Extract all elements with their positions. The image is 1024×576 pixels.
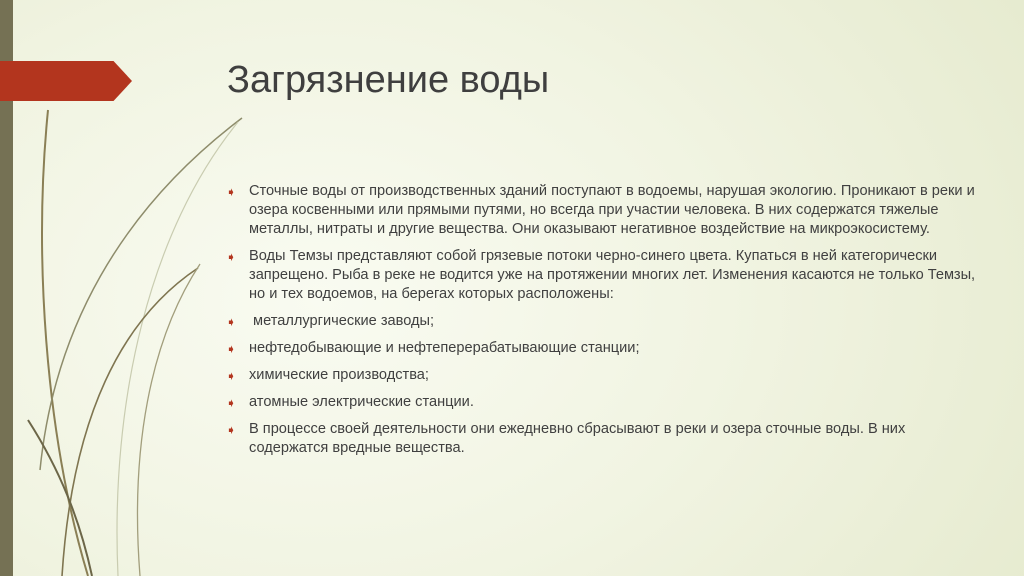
bullet-list bbox=[226, 182, 986, 466]
list-item bbox=[226, 247, 986, 304]
list-item bbox=[226, 366, 986, 385]
list-item-text: В процессе своей деятельности они ежедневно сбрасывают в реки и озера сточные воды. В них содержатся вредные вещества. bbox=[249, 421, 906, 456]
list-item bbox=[226, 312, 986, 331]
arrow-bullet-icon: ➧ bbox=[226, 423, 237, 437]
list-item-text: химические производства; bbox=[249, 367, 429, 383]
list-item-text: Воды Темзы представляют собой грязевые потоки черно-синего цвета. Купаться в ней категорически запрещено. Рыба в реке не водится уже на протяжении многих лет. Изменения касаются не только Темзы, но и тех водоемов, на берегах которых расположены: bbox=[249, 248, 976, 302]
slide-title: Загрязнение воды bbox=[227, 59, 550, 101]
arrow-bullet-icon: ➧ bbox=[226, 342, 237, 356]
list-item bbox=[226, 393, 986, 412]
arrow-bullet-icon: ➧ bbox=[226, 185, 237, 199]
arrow-bullet-icon: ➧ bbox=[226, 396, 237, 410]
list-item-text: Сточные воды от производственных зданий поступают в водоемы, нарушая экологию. Проникают в реки и озера косвенными или прямыми путями, но всегда при участии человека. В них содержатся тяжелые металлы, нитраты и другие вещества. Они оказывают негативное воздействие на микроэкосистему. bbox=[249, 183, 975, 237]
arrow-bullet-icon: ➧ bbox=[226, 315, 237, 329]
list-item-text: металлургические заводы; bbox=[249, 313, 435, 329]
arrow-bullet-icon: ➧ bbox=[226, 369, 237, 383]
arrow-bullet-icon: ➧ bbox=[226, 250, 237, 264]
list-item bbox=[226, 182, 986, 239]
list-item-text: нефтедобывающие и нефтеперерабатывающие станции; bbox=[249, 340, 640, 356]
list-item bbox=[226, 420, 986, 458]
list-item-text: атомные электрические станции. bbox=[249, 394, 474, 410]
title-accent-arrow bbox=[0, 61, 132, 101]
list-item bbox=[226, 339, 986, 358]
